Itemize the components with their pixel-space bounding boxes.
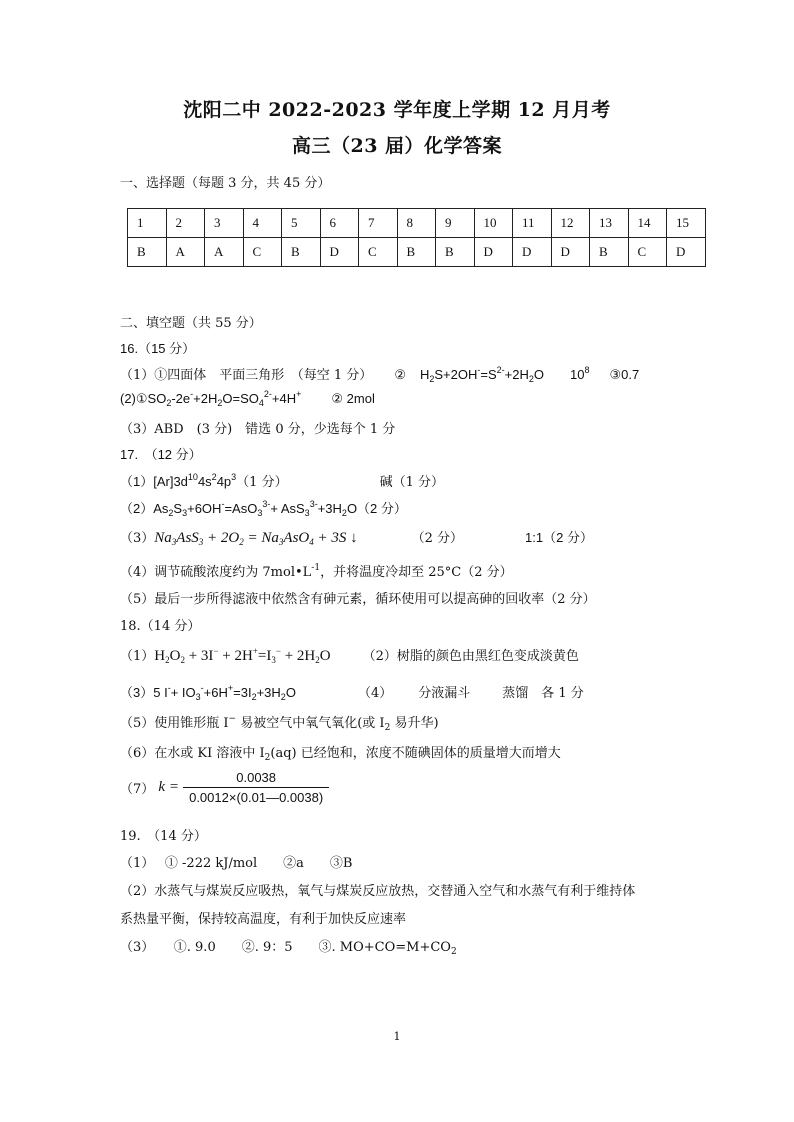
answer-table-number-cell: 6 <box>320 209 359 238</box>
answer-table-answer-cell: C <box>628 238 667 267</box>
q17-part5: （5）最后一步所得滤液中依然含有砷元素，循环使用可以提高砷的回收率（2 分） <box>120 592 596 607</box>
answer-table-number-cell: 5 <box>282 209 321 238</box>
answer-table-answer-cell: A <box>205 238 244 267</box>
answer-table-answer-cell: B <box>282 238 321 267</box>
answer-table-number-cell: 11 <box>513 209 552 238</box>
section1-heading: 一、选择题（每题 3 分，共 45 分） <box>120 176 331 191</box>
answer-table-answer-cell: D <box>667 238 706 267</box>
answer-table-number-cell: 13 <box>590 209 629 238</box>
answer-table-answer-cell: D <box>513 238 552 267</box>
answer-table-number-cell: 15 <box>667 209 706 238</box>
q17-part3: $(3)Na_3AsS_3 + 2O_2 = Na_3AsO_4 + 3S$ ↓ （2 分） 1:1（2 分） <box>120 530 593 547</box>
answer-table-number-cell: 14 <box>628 209 667 238</box>
q18-fraction <box>183 770 329 805</box>
answer-table-number-cell: 9 <box>436 209 475 238</box>
page-title-line2: 高三（23 届）化学答案 <box>291 135 503 157</box>
answer-table-answer-cell: B <box>397 238 436 267</box>
q19-part2-line2: 系热量平衡，保持较高温度，有利于加快反应速率 <box>120 912 407 927</box>
answer-table-number-cell: 4 <box>243 209 282 238</box>
answer-table-answer-cell: B <box>436 238 475 267</box>
answer-table-answer-cell: A <box>166 238 205 267</box>
answer-table-number-cell: 3 <box>205 209 244 238</box>
answer-table-number-row <box>128 209 706 238</box>
answer-table-answer-cell: D <box>320 238 359 267</box>
q16-equation: $H_2S+2OH^-=S^{2-}+2H_2O$ <box>419 365 545 384</box>
answer-table-answer-cell: C <box>359 238 398 267</box>
q19-part2-line1: （2）水蒸气与煤炭反应吸热，氧气与煤炭反应放热，交替通入空气和水蒸气有利于维持体 <box>120 884 636 899</box>
q16-part1-mark: ② <box>394 368 406 383</box>
q17-part1: $(1)[Ar]3d^{10}4s^24p^3(1$ 分） 碱（1 分） <box>120 472 444 490</box>
q17-part1-answer: 碱（1 分） <box>379 475 444 490</box>
q18-part1: $(1)H_2O_2 + 3I^- + 2H^+=I_3^- + 2H_2O$ （2）树脂的颜色由黑红色变成淡黄色 <box>120 646 579 665</box>
q17-part4: （4）调节硫酸浓度约为 $7mol•L^{-1}$，并将温度冷却至 25°C（2 分） <box>120 563 513 580</box>
q18-heading: 18.（14 分） <box>120 619 201 634</box>
answer-table-answer-cell: B <box>590 238 629 267</box>
q16-part1 <box>120 364 639 383</box>
q18-part6: （6）在水或 KI 溶液中 $I_2(aq)$ 已经饱和，浓度不随碘固体的质量增大而增大 <box>120 746 561 763</box>
answer-table-answer-row <box>128 238 706 267</box>
page-number: 1 <box>393 1030 401 1043</box>
answer-table-answer-cell: D <box>551 238 590 267</box>
q19-part3: （3） ①. 9.0 ②. 9：5 ③. $MO+CO=M+CO_2$ <box>120 940 457 957</box>
q18-fraction-denominator: 0.0012×(0.01—0.0038) <box>189 790 324 805</box>
q16-part1-text: （1）①四面体 平面三角形 （每空 1 分） <box>120 368 373 383</box>
q16-value: ③0.7 <box>609 367 640 382</box>
section2-heading: 二、填空题（共 55 分） <box>120 316 262 331</box>
q19-heading: 19. （14 分） <box>120 829 207 844</box>
q17-heading: 17. （12 分） <box>120 447 202 462</box>
answer-table-number-cell: 2 <box>166 209 205 238</box>
q16-part2: $(2)①SO_2-2e^-+2H_2O=SO_4^{2-}+4H^+$ ② 2mol <box>120 389 375 408</box>
q18-part7: （7） k = $\frac{0.0038}{0.0012\times(0.01—0.0038)}$ <box>120 770 329 805</box>
q16-constant: $10^8$ <box>570 365 590 382</box>
answer-table-answer-cell: D <box>474 238 513 267</box>
q19-part1: （1） ① -222 kJ/mol ②a ③B <box>120 856 353 871</box>
q17-part2: $(2)As_2S_3+6OH^-=AsO_3^{3-}+ AsS_3^{3-}+3H_2O(2$ 分） <box>120 499 407 518</box>
answer-table-number-cell: 7 <box>359 209 398 238</box>
answer-table-number-cell: 1 <box>128 209 167 238</box>
answer-table-answer-cell: B <box>128 238 167 267</box>
q16-heading: 16.（15 分） <box>120 341 196 356</box>
answer-table <box>127 208 706 267</box>
q17-equation: $Na_3AsS_3 + 2O_2 = Na_3AsO_4 + 3S$ ↓ <box>154 530 358 547</box>
q16-part3: （3）ABD (3 分) 错选 0 分，少选每个 1 分 <box>120 422 396 437</box>
answer-table-number-cell: 12 <box>551 209 590 238</box>
q18-part5: （5）使用锥形瓶 I− 易被空气中氧气氧化(或 $I_2$ 易升华) <box>120 714 439 733</box>
q18-part3: （3）5 $I^-+ IO_3^-+6H^+=3I_2+3H_2O$ （4） 分液漏斗 蒸馏 各 1 分 <box>120 683 584 702</box>
page-title-line1: 沈阳二中 2022-2023 学年度上学期 12 月月考 <box>183 99 611 121</box>
answer-table-number-cell: 8 <box>397 209 436 238</box>
q18-fraction-numerator: 0.0038 <box>183 770 329 788</box>
answer-table-answer-cell: C <box>243 238 282 267</box>
answer-table-number-cell: 10 <box>474 209 513 238</box>
q18-equation: $H_2O_2 + 3I^- + 2H^+=I_3^- + 2H_2O$ <box>154 646 331 665</box>
